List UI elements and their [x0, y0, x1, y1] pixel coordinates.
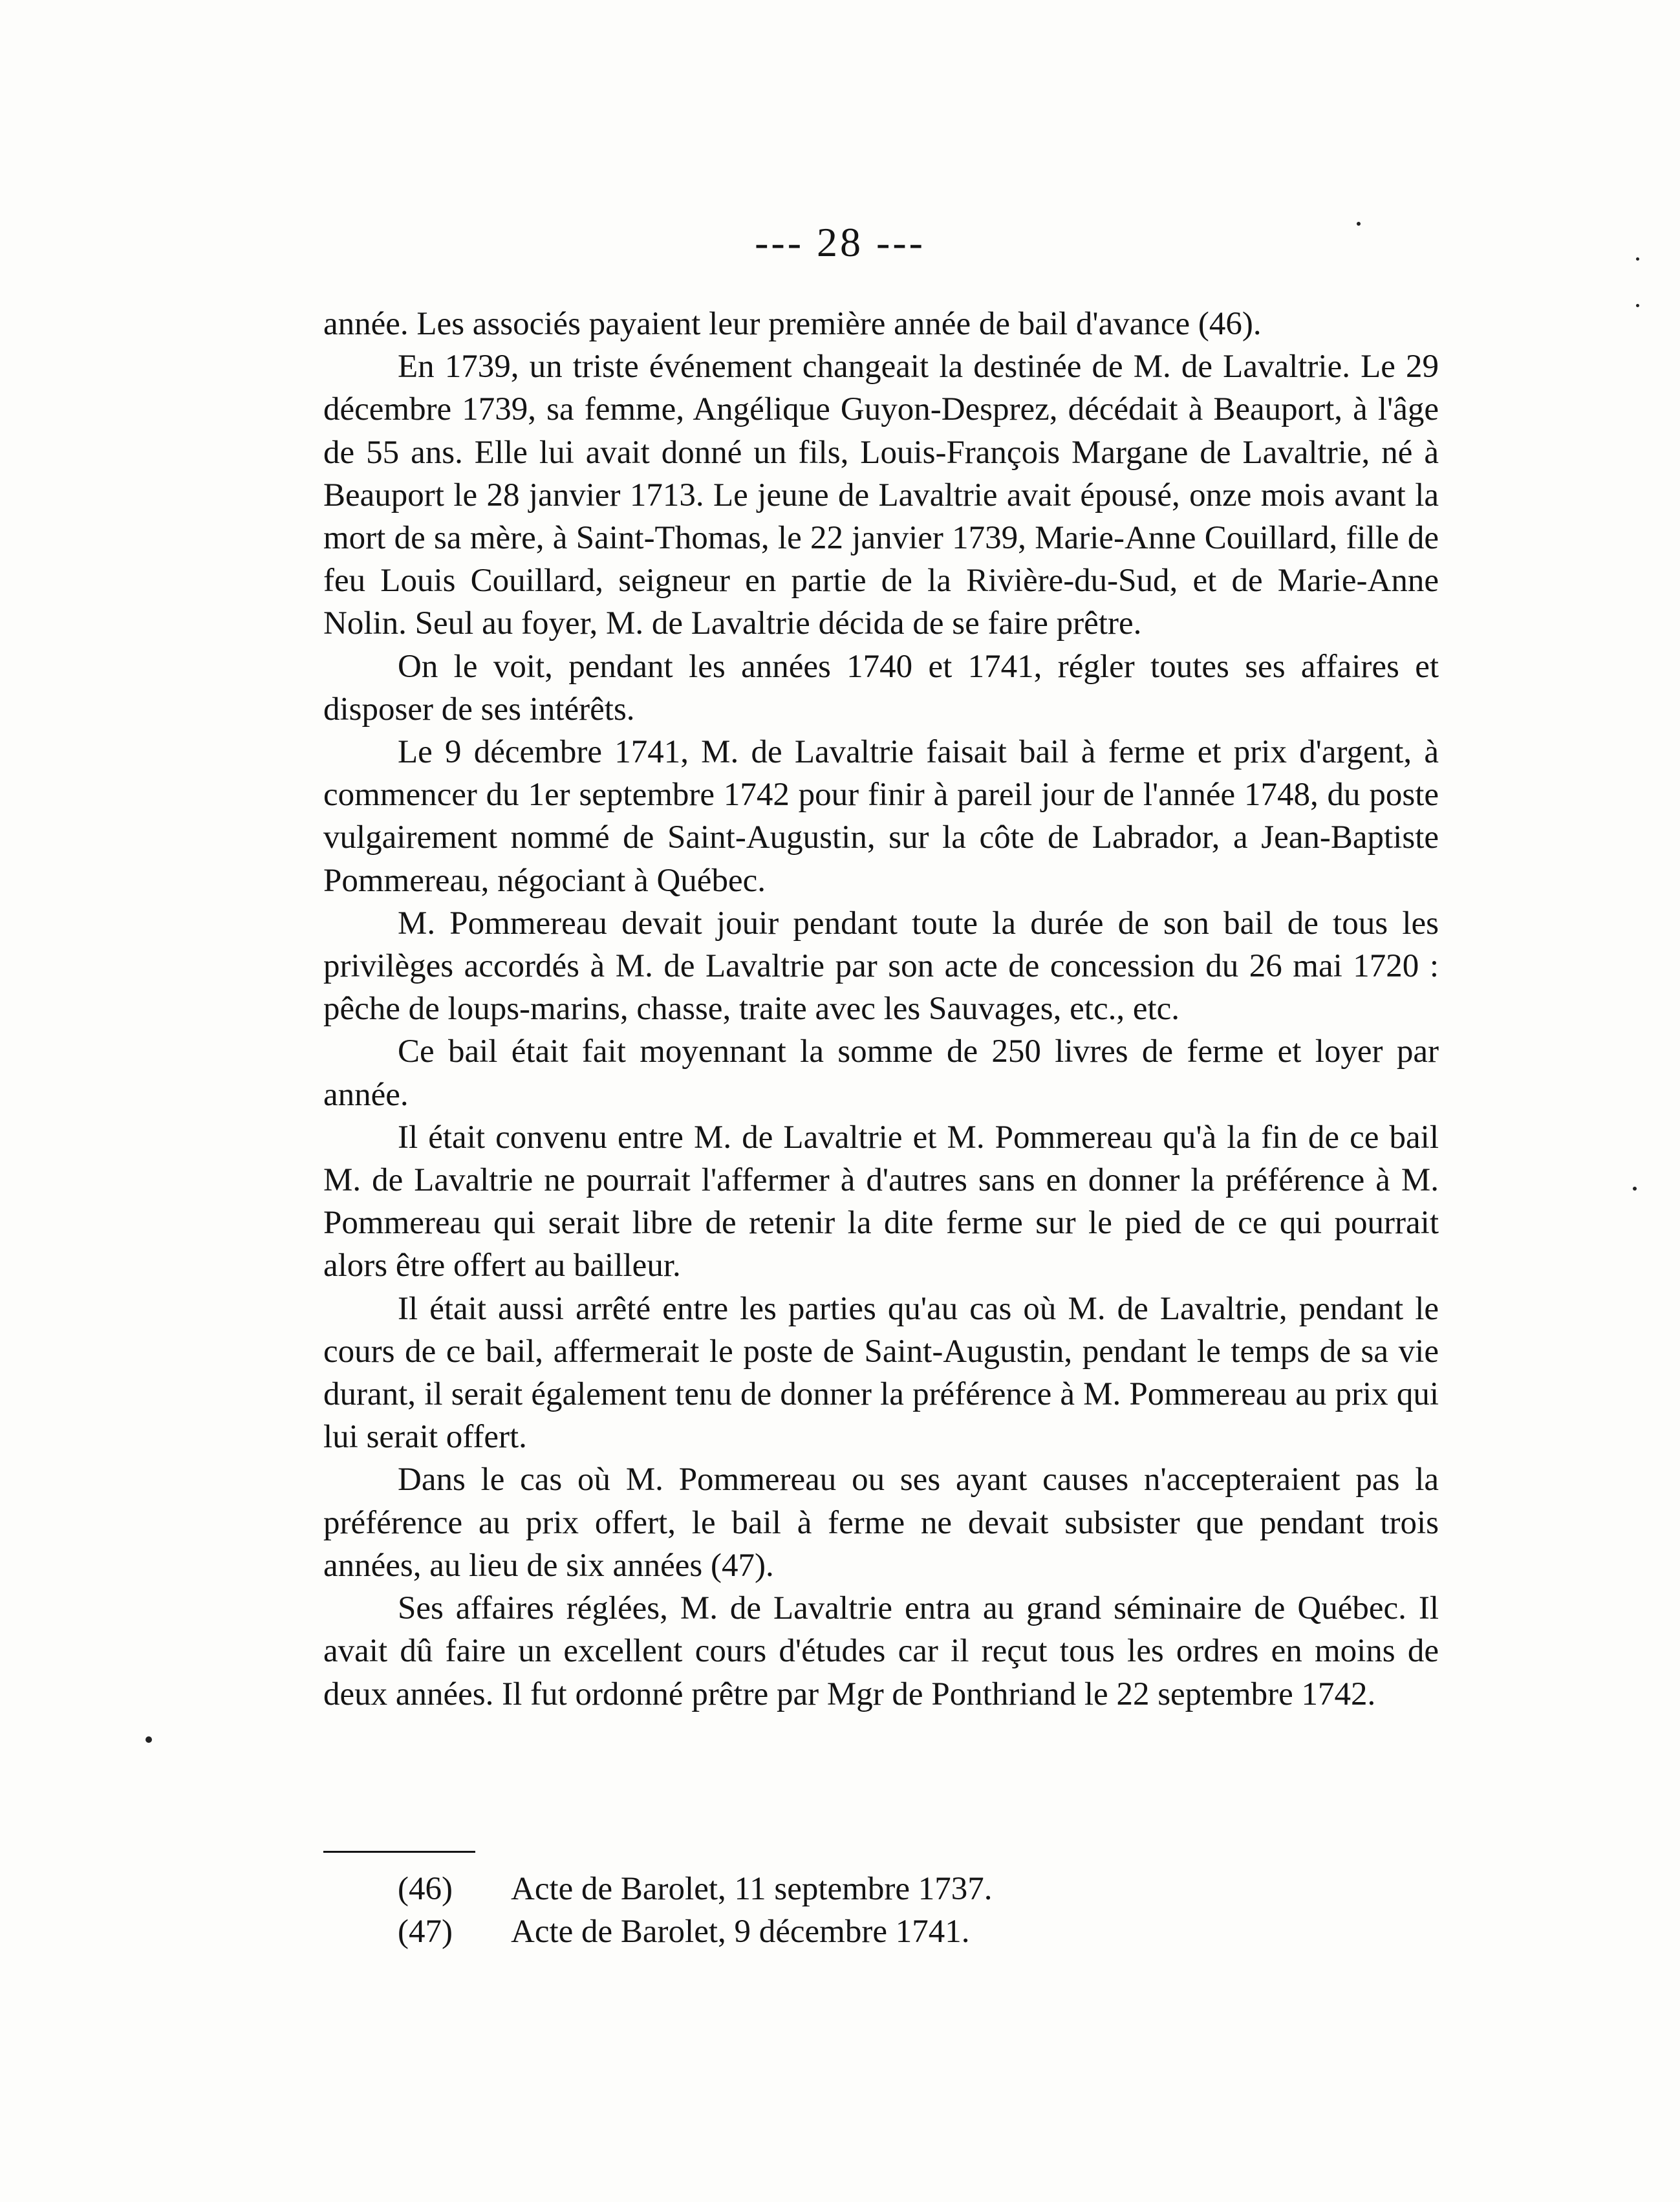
footnote-divider: [323, 1851, 475, 1853]
paragraph-8: Il était aussi arrêté entre les parties qu'au cas où M. de Lavaltrie, pendant le cours de ce bail, affermerait le poste de Saint-Augustin, pendant le temps de sa vie durant, il serait également tenu de donner la préférence à M. Pommereau au prix qui lui serait offert.: [323, 1290, 1439, 1456]
page-number: --- 28 ---: [755, 219, 925, 265]
scan-speck: [1633, 1187, 1637, 1191]
scan-speck: [1636, 257, 1639, 261]
paragraph-7: Il était convenu entre M. de Lavaltrie et M. Pommereau qu'à la fin de ce bail M. de Lavaltrie ne pourrait l'affermer à d'autres sans en donner la préférence à M. Pommereau qui serait libre de retenir la dite ferme sur le pied de ce qui pourrait alors être offert au bailleur.: [323, 1119, 1439, 1284]
body-text: [323, 303, 1439, 1716]
paragraph-10: Ses affaires réglées, M. de Lavaltrie entra au grand séminaire de Québec. Il avait dû faire un excellent cours d'études car il reçut tous les ordres en moins de deux années. Il fut ordonné prêtre par Mgr de Ponthriand le 22 septembre 1742.: [323, 1590, 1439, 1712]
footnote-46: [398, 1868, 1368, 1910]
paragraph-1: année. Les associés payaient leur première année de bail d'avance (46).: [323, 306, 1262, 342]
paragraph-4: Le 9 décembre 1741, M. de Lavaltrie faisait bail à ferme et prix d'argent, à commencer du 1er septembre 1742 pour finir à pareil jour de l'année 1748, du poste vulgairement nommé de Saint-Augustin, sur la côte de Labrador, a Jean-Baptiste Pommereau, négociant à Québec.: [323, 734, 1439, 899]
scan-speck: [1357, 222, 1361, 226]
footnote-47: [398, 1910, 1368, 1953]
footnotes: [398, 1868, 1368, 1953]
paragraph-5: M. Pommereau devait jouir pendant toute la durée de son bail de tous les privilèges accordés à M. de Lavaltrie par son acte de concession du 26 mai 1720 : pêche de loups-marins, chasse, traite avec les Sauvages, etc., etc.: [323, 905, 1439, 1028]
footnote-text: Acte de Barolet, 9 décembre 1741.: [511, 1914, 970, 1950]
footnote-mark: (47): [398, 1914, 453, 1950]
footnote-text: Acte de Barolet, 11 septembre 1737.: [511, 1871, 993, 1907]
paragraph-9: Dans le cas où M. Pommereau ou ses ayant causes n'accepteraient pas la préférence au prix offert, le bail à ferme ne devait subsister que pendant trois années, au lieu de six années (47).: [323, 1462, 1439, 1584]
paragraph-6: Ce bail était fait moyennant la somme de 250 livres de ferme et loyer par année.: [323, 1033, 1439, 1113]
scan-speck: [145, 1736, 152, 1743]
paragraph-2: En 1739, un triste événement changeait la destinée de M. de Lavaltrie. Le 29 décembre 1739, sa femme, Angélique Guyon-Desprez, décédait à Beauport, à l'âge de 55 ans. Elle lui avait donné un fils, Louis-François Margane de Lavaltrie, né à Beauport le 28 janvier 1713. Le jeune de Lavaltrie avait épousé, onze mois avant la mort de sa mère, à Saint-Thomas, le 22 janvier 1739, Marie-Anne Couillard, fille de feu Louis Couillard, seigneur en partie de la Rivière-du-Sud, et de Marie-Anne Nolin. Seul au foyer, M. de Lavaltrie décida de se faire prêtre.: [323, 349, 1439, 642]
footnote-mark: (46): [398, 1871, 453, 1907]
paragraph-3: On le voit, pendant les années 1740 et 1741, régler toutes ses affaires et disposer de ses intérêts.: [323, 648, 1439, 728]
scan-speck: [1636, 304, 1639, 307]
